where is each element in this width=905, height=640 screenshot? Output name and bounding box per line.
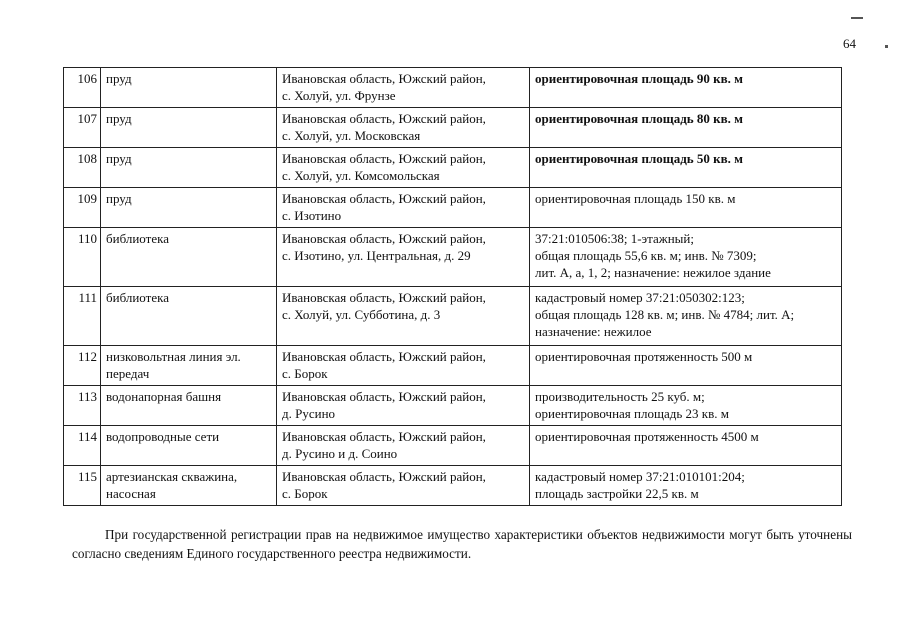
characteristic-line: общая площадь 55,6 кв. м; инв. № 7309;	[535, 248, 757, 263]
characteristic-line: ориентировочная площадь 50 кв. м	[535, 151, 744, 166]
address-line: Ивановская область, Южский район,	[282, 151, 486, 166]
address-line: Ивановская область, Южский район,	[282, 111, 486, 126]
footnote-paragraph: При государственной регистрации прав на недвижимое имущество характеристики объектов недвижимости могут быть уточнены согласно сведениям Единого государственного реестра недвижимости.	[72, 527, 852, 561]
characteristic-line: ориентировочная площадь 150 кв. м	[535, 191, 736, 206]
table-row	[64, 426, 842, 466]
object-name: водопроводные сети	[101, 426, 277, 466]
object-address	[277, 386, 530, 426]
address-line: Ивановская область, Южский район,	[282, 389, 486, 404]
address-line: Ивановская область, Южский район,	[282, 71, 486, 86]
object-characteristics	[530, 466, 842, 506]
address-line: с. Изотино	[282, 208, 342, 223]
object-characteristics	[530, 228, 842, 287]
address-line: с. Изотино, ул. Центральная, д. 29	[282, 248, 471, 263]
object-characteristics	[530, 386, 842, 426]
object-characteristics	[530, 346, 842, 386]
characteristic-line: ориентировочная протяженность 500 м	[535, 349, 753, 364]
property-table	[63, 67, 842, 506]
object-name: артезианская скважина, насосная	[101, 466, 277, 506]
address-line: Ивановская область, Южский район,	[282, 231, 486, 246]
object-name: пруд	[101, 68, 277, 108]
address-line: с. Холуй, ул. Московская	[282, 128, 421, 143]
object-name: библиотека	[101, 228, 277, 287]
address-line: Ивановская область, Южский район,	[282, 191, 486, 206]
object-characteristics	[530, 426, 842, 466]
object-name: пруд	[101, 188, 277, 228]
characteristic-line: ориентировочная площадь 90 кв. м	[535, 71, 744, 86]
address-line: д. Русино и д. Соино	[282, 446, 398, 461]
object-characteristics	[530, 287, 842, 346]
row-number: 109	[64, 188, 101, 228]
table-row	[64, 148, 842, 188]
object-address	[277, 188, 530, 228]
object-address	[277, 68, 530, 108]
object-name: пруд	[101, 148, 277, 188]
object-address	[277, 228, 530, 287]
table-row	[64, 287, 842, 346]
object-address	[277, 148, 530, 188]
address-line: Ивановская область, Южский район,	[282, 290, 486, 305]
address-line: Ивановская область, Южский район,	[282, 429, 486, 444]
object-address	[277, 287, 530, 346]
characteristic-line: ориентировочная площадь 23 кв. м	[535, 406, 729, 421]
object-address	[277, 108, 530, 148]
characteristic-line: лит. А, а, 1, 2; назначение: нежилое здание	[535, 265, 771, 280]
object-name: водонапорная башня	[101, 386, 277, 426]
object-address	[277, 346, 530, 386]
page-number: 64	[843, 36, 856, 51]
row-number: 111	[64, 287, 101, 346]
address-line: с. Холуй, ул. Комсомольская	[282, 168, 440, 183]
characteristic-line: кадастровый номер 37:21:050302:123;	[535, 290, 745, 305]
scan-mark	[851, 17, 863, 19]
object-characteristics	[530, 148, 842, 188]
row-number: 115	[64, 466, 101, 506]
characteristic-line: 37:21:010506:38; 1-этажный;	[535, 231, 694, 246]
object-characteristics	[530, 188, 842, 228]
object-characteristics	[530, 108, 842, 148]
characteristic-line: площадь застройки 22,5 кв. м	[535, 486, 699, 501]
table-row	[64, 228, 842, 287]
table-row	[64, 466, 842, 506]
object-address	[277, 466, 530, 506]
row-number: 113	[64, 386, 101, 426]
address-line: с. Борок	[282, 486, 328, 501]
address-line: Ивановская область, Южский район,	[282, 469, 486, 484]
table-row	[64, 108, 842, 148]
object-name: низковольтная линия эл. передач	[101, 346, 277, 386]
object-characteristics	[530, 68, 842, 108]
row-number: 114	[64, 426, 101, 466]
address-line: д. Русино	[282, 406, 336, 421]
table-row	[64, 188, 842, 228]
characteristic-line: производительность 25 куб. м;	[535, 389, 705, 404]
address-line: с. Холуй, ул. Субботина, д. 3	[282, 307, 441, 322]
characteristic-line: ориентировочная площадь 80 кв. м	[535, 111, 744, 126]
address-line: Ивановская область, Южский район,	[282, 349, 486, 364]
scan-mark	[885, 45, 888, 48]
row-number: 110	[64, 228, 101, 287]
object-name: пруд	[101, 108, 277, 148]
characteristic-line: назначение: нежилое	[535, 324, 652, 339]
property-table-body	[64, 68, 842, 506]
row-number: 108	[64, 148, 101, 188]
object-address	[277, 426, 530, 466]
address-line: с. Борок	[282, 366, 328, 381]
row-number: 106	[64, 68, 101, 108]
characteristic-line: ориентировочная протяженность 4500 м	[535, 429, 759, 444]
address-line: с. Холуй, ул. Фрунзе	[282, 88, 396, 103]
row-number: 112	[64, 346, 101, 386]
characteristic-line: кадастровый номер 37:21:010101:204;	[535, 469, 745, 484]
table-row	[64, 68, 842, 108]
table-row	[64, 386, 842, 426]
characteristic-line: общая площадь 128 кв. м; инв. № 4784; лит. А;	[535, 307, 795, 322]
object-name: библиотека	[101, 287, 277, 346]
row-number: 107	[64, 108, 101, 148]
table-row	[64, 346, 842, 386]
